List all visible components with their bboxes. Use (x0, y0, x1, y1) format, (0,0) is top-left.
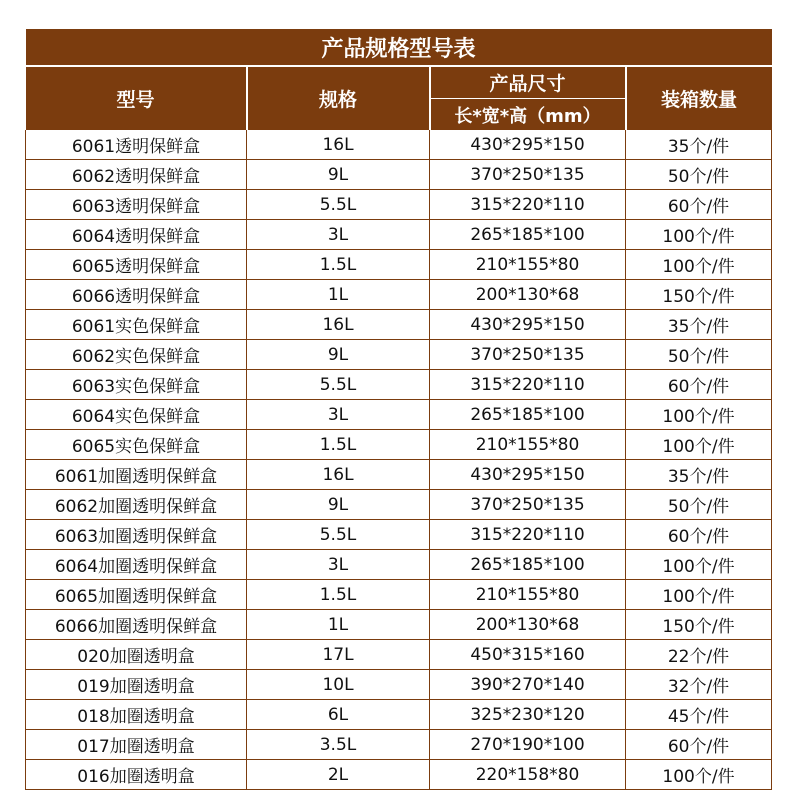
cell-spec: 1L (247, 610, 430, 640)
cell-packing: 60个/件 (626, 520, 772, 550)
cell-model: 6066加圈透明保鲜盒 (26, 610, 247, 640)
cell-size: 210*155*80 (430, 250, 626, 280)
cell-size: 220*158*80 (430, 760, 626, 790)
table-row (26, 490, 772, 520)
table-row (26, 280, 772, 310)
cell-size: 200*130*68 (430, 610, 626, 640)
cell-model: 6063加圈透明保鲜盒 (26, 520, 247, 550)
cell-size: 210*155*80 (430, 580, 626, 610)
cell-size: 315*220*110 (430, 370, 626, 400)
cell-model: 6064透明保鲜盒 (26, 220, 247, 250)
cell-size: 370*250*135 (430, 490, 626, 520)
table-row (26, 520, 772, 550)
cell-spec: 1L (247, 280, 430, 310)
cell-spec: 16L (247, 460, 430, 490)
cell-spec: 5.5L (247, 520, 430, 550)
cell-packing: 60个/件 (626, 190, 772, 220)
cell-model: 6061加圈透明保鲜盒 (26, 460, 247, 490)
cell-model: 016加圈透明盒 (26, 760, 247, 790)
cell-packing: 150个/件 (626, 610, 772, 640)
table-row (26, 580, 772, 610)
cell-spec: 9L (247, 490, 430, 520)
cell-spec: 3L (247, 550, 430, 580)
cell-size: 270*190*100 (430, 730, 626, 760)
cell-packing: 100个/件 (626, 430, 772, 460)
cell-model: 018加圈透明盒 (26, 700, 247, 730)
cell-model: 6063实色保鲜盒 (26, 370, 247, 400)
table-row (26, 640, 772, 670)
cell-spec: 6L (247, 700, 430, 730)
cell-size: 265*185*100 (430, 400, 626, 430)
cell-spec: 3L (247, 220, 430, 250)
cell-spec: 1.5L (247, 430, 430, 460)
cell-packing: 100个/件 (626, 580, 772, 610)
cell-spec: 1.5L (247, 580, 430, 610)
cell-packing: 100个/件 (626, 760, 772, 790)
cell-size: 430*295*150 (430, 460, 626, 490)
cell-size: 430*295*150 (430, 130, 626, 160)
cell-spec: 1.5L (247, 250, 430, 280)
cell-spec: 5.5L (247, 190, 430, 220)
header-spec: 规格 (247, 66, 430, 130)
cell-spec: 16L (247, 310, 430, 340)
cell-packing: 50个/件 (626, 340, 772, 370)
cell-model: 019加圈透明盒 (26, 670, 247, 700)
table-row (26, 130, 772, 160)
cell-packing: 100个/件 (626, 550, 772, 580)
table-row (26, 370, 772, 400)
table-row (26, 610, 772, 640)
spec-table (25, 29, 772, 790)
cell-size: 265*185*100 (430, 550, 626, 580)
header-size-unit: 长*宽*高（mm） (430, 99, 626, 131)
cell-size: 430*295*150 (430, 310, 626, 340)
cell-model: 6063透明保鲜盒 (26, 190, 247, 220)
table-row (26, 460, 772, 490)
cell-size: 370*250*135 (430, 340, 626, 370)
table-title: 产品规格型号表 (26, 29, 772, 66)
table-body (26, 130, 772, 790)
table-row (26, 760, 772, 790)
cell-spec: 9L (247, 340, 430, 370)
cell-size: 200*130*68 (430, 280, 626, 310)
table-row (26, 430, 772, 460)
cell-model: 017加圈透明盒 (26, 730, 247, 760)
cell-packing: 35个/件 (626, 130, 772, 160)
table-row (26, 670, 772, 700)
cell-packing: 35个/件 (626, 310, 772, 340)
cell-spec: 2L (247, 760, 430, 790)
cell-model: 6065透明保鲜盒 (26, 250, 247, 280)
cell-packing: 150个/件 (626, 280, 772, 310)
cell-spec: 16L (247, 130, 430, 160)
cell-size: 390*270*140 (430, 670, 626, 700)
cell-model: 6062实色保鲜盒 (26, 340, 247, 370)
header-packing: 装箱数量 (626, 66, 772, 130)
cell-spec: 17L (247, 640, 430, 670)
cell-spec: 9L (247, 160, 430, 190)
table-row (26, 160, 772, 190)
cell-model: 6065实色保鲜盒 (26, 430, 247, 460)
cell-packing: 60个/件 (626, 370, 772, 400)
table-row (26, 220, 772, 250)
cell-size: 315*220*110 (430, 520, 626, 550)
cell-size: 325*230*120 (430, 700, 626, 730)
cell-spec: 3.5L (247, 730, 430, 760)
cell-packing: 35个/件 (626, 460, 772, 490)
cell-packing: 45个/件 (626, 700, 772, 730)
cell-spec: 10L (247, 670, 430, 700)
cell-spec: 3L (247, 400, 430, 430)
cell-size: 370*250*135 (430, 160, 626, 190)
cell-packing: 22个/件 (626, 640, 772, 670)
table-row (26, 250, 772, 280)
table-row (26, 340, 772, 370)
cell-spec: 5.5L (247, 370, 430, 400)
cell-model: 6065加圈透明保鲜盒 (26, 580, 247, 610)
cell-packing: 50个/件 (626, 490, 772, 520)
cell-model: 6066透明保鲜盒 (26, 280, 247, 310)
cell-model: 020加圈透明盒 (26, 640, 247, 670)
cell-model: 6061透明保鲜盒 (26, 130, 247, 160)
cell-model: 6064加圈透明保鲜盒 (26, 550, 247, 580)
cell-packing: 60个/件 (626, 730, 772, 760)
cell-model: 6064实色保鲜盒 (26, 400, 247, 430)
cell-packing: 100个/件 (626, 250, 772, 280)
cell-packing: 100个/件 (626, 220, 772, 250)
table-row (26, 190, 772, 220)
table-row (26, 730, 772, 760)
table-row (26, 700, 772, 730)
cell-size: 450*315*160 (430, 640, 626, 670)
cell-size: 265*185*100 (430, 220, 626, 250)
cell-packing: 50个/件 (626, 160, 772, 190)
header-model: 型号 (26, 66, 247, 130)
header-size: 产品尺寸 (430, 66, 626, 99)
cell-size: 315*220*110 (430, 190, 626, 220)
table-row (26, 550, 772, 580)
cell-size: 210*155*80 (430, 430, 626, 460)
cell-model: 6062透明保鲜盒 (26, 160, 247, 190)
cell-packing: 32个/件 (626, 670, 772, 700)
cell-model: 6061实色保鲜盒 (26, 310, 247, 340)
cell-packing: 100个/件 (626, 400, 772, 430)
table-row (26, 400, 772, 430)
table-row (26, 310, 772, 340)
cell-model: 6062加圈透明保鲜盒 (26, 490, 247, 520)
